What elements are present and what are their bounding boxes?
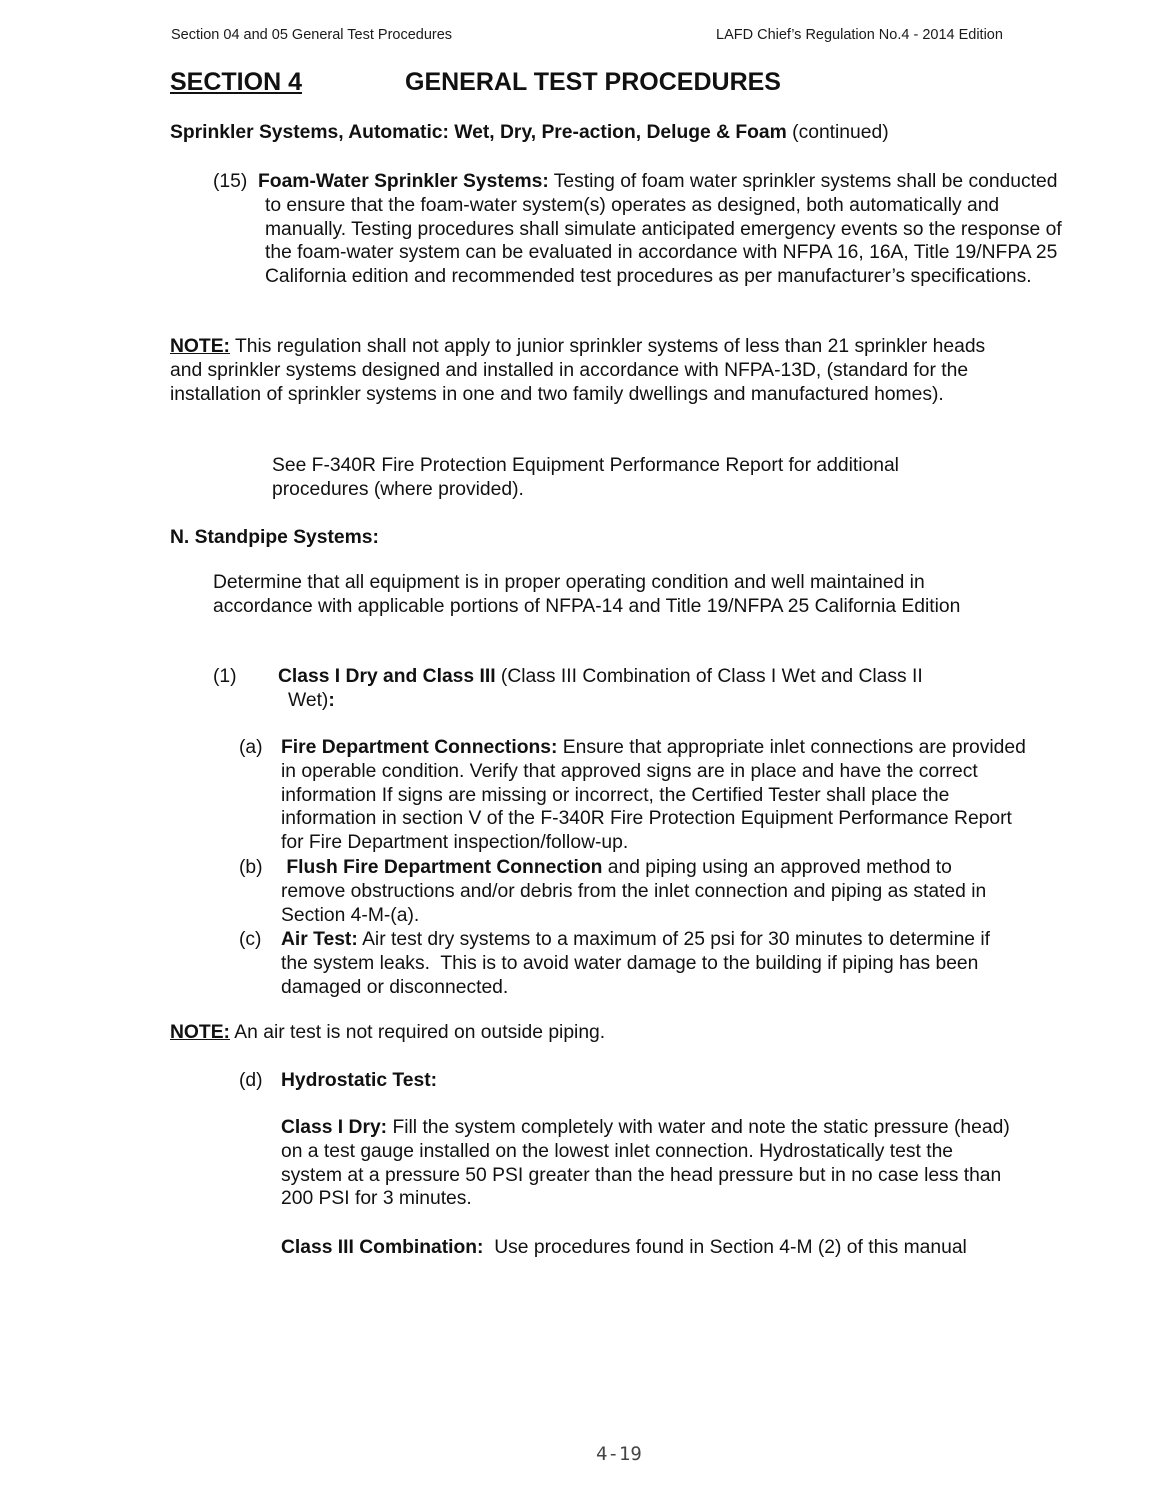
class-iii-heading: Class III Combination: [281,1237,484,1258]
note2-text: An air test is not required on outside piping. [229,1022,606,1043]
page-number: 4-19 [596,1443,642,1465]
item-d-label: (d) [239,1070,263,1091]
class-iii-paragraph [281,1236,971,1260]
item-1-label: (1) [213,666,237,687]
item-c-text: Air test dry systems to a maximum of 25 psi for 30 minutes to determine if the system leaks. This is to avoid water damage to the building if piping has been damaged or disconnected. [281,929,996,998]
item-15-text: Testing of foam water sprinkler systems shall be conducted to ensure that the foam-water system(s) operates as designed, both automatically and manually. Testing procedures shall simulate anticipated emergency events so the response of the foam-water system can be evaluated in accordance with NFPA 16, 16A, Title 19/NFPA 25 California edition and recommended test procedures as per manufacturer’s specifications. [265,171,1062,288]
item-c-label: (c) [239,929,262,950]
sprinkler-subheading [170,121,1040,145]
class-iii-text: Use procedures found in Section 4-M (2) of this manual [483,1237,967,1258]
item-b-text: and piping using an approved method to remove obstructions and/or debris from the inlet connection and piping as stated in Section 4-M-(a). [281,857,992,926]
item-a-fire-dept-connections [281,736,1026,855]
item-1-wet: Wet) [288,690,329,711]
item-a-text: Ensure that appropriate inlet connections are provided in operable condition. Verify that approved signs are in place and have the correct information If signs are missing or incorrect, the Certified Tester shall place the information in section V of the F-340R Fire Protection Equipment Performance Report for Fire Department inspection/follow-up. [281,737,1026,854]
subheading-bold: Sprinkler Systems, Automatic: Wet, Dry, Pre-action, Deluge & Foam [170,122,787,143]
standpipe-heading: N. Standpipe Systems: [170,527,379,548]
item-a-label: (a) [239,737,263,758]
item-b-flush-connection [281,856,1016,927]
see-also-paragraph: See F-340R Fire Protection Equipment Performance Report for additional procedures (where provided). [272,455,899,500]
item-1-line2 [288,689,335,713]
section-title: GENERAL TEST PROCEDURES [405,68,781,96]
item-15-label: (15) [213,171,248,192]
item-b-label: (b) [239,857,263,878]
class-i-dry-paragraph [281,1116,1016,1211]
item-15-foam-water [213,170,1075,289]
item-1-colon: : [328,690,335,711]
note2-label: NOTE: [170,1022,230,1043]
item-c-heading: Air Test: [281,929,358,950]
note-text: This regulation shall not apply to junior sprinkler systems of less than 21 sprinkler heads and sprinkler systems designed and installed in accordance with NFPA-13D, (standard for the installation of sprinkler systems in one and two family dwellings and manufactured homes). [170,336,986,405]
note-air-test [170,1021,970,1045]
section-number: SECTION 4 [170,68,302,96]
item-1-heading: Class I Dry and Class III [278,666,496,687]
subheading-continued: (continued) [786,122,889,143]
item-1-text: (Class III Combination of Class I Wet and Class II [495,666,923,687]
note-label: NOTE: [170,336,230,357]
class-i-dry-text: Fill the system completely with water and note the static pressure (head) on a test gauge installed on the lowest inlet connection. Hydrostatically test the system at a pressure 50 PSI greater than the head pressure but in no case less than 200 PSI for 3 minutes. [281,1117,1010,1210]
item-1-line1 [278,665,923,689]
header-right: LAFD Chief’s Regulation No.4 - 2014 Edition [716,27,1003,43]
item-c-air-test [281,928,1006,999]
item-d-heading: Hydrostatic Test: [281,1070,438,1091]
note-junior-sprinkler [170,335,1020,406]
header-left: Section 04 and 05 General Test Procedures [171,27,453,43]
standpipe-intro: Determine that all equipment is in proper operating condition and well maintained in accordance with applicable portions of NFPA-14 and Title 19/NFPA 25 California Edition [213,572,961,617]
class-i-dry-heading: Class I Dry: [281,1117,388,1138]
item-b-heading: Flush Fire Department Connection [281,857,603,878]
item-15-heading: Foam-Water Sprinkler Systems: [258,171,549,192]
item-a-heading: Fire Department Connections: [281,737,558,758]
